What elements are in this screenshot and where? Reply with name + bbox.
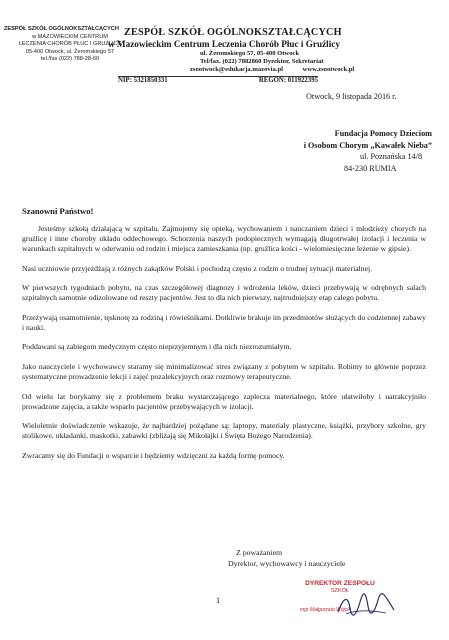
paragraph: Przeżywają osamotnienie, tęsknotę za rodziną i rówieśnikami. Dotkliwie brakuje im przedmiotów służących do codziennej zabawy i nauki. xyxy=(22,312,426,332)
closing-greeting: Z poważaniem xyxy=(236,548,283,557)
letterhead xyxy=(104,27,394,74)
letterhead-subtitle: w Mazowieckim Centrum Leczenia Chorób Płuc i Gruźlicy xyxy=(108,39,340,49)
addressee-city: 84-230 RUMIA xyxy=(344,163,397,173)
letterhead-ids xyxy=(118,77,318,84)
page-number: 1 xyxy=(216,596,221,605)
addressee-line-2: i Osobom Chorym „Kawałek Nieba” xyxy=(303,140,432,150)
paragraph: Od wielu lat borykamy się z problemem braku wystarczającego zaplecza materialnego, które ułatwiłoby i uatrakcyjniło prowadzone zajęcia, a także wsparło pacjentów przebywających w izolacji. xyxy=(22,391,426,411)
signature-icon xyxy=(336,592,396,618)
letterhead-nip: NIP: 5321850331 xyxy=(118,77,168,84)
letterhead-email: zsootwock@edukacja.mazovia.pl xyxy=(190,66,283,73)
stamp-line-4: 05-400 Otwock, ul. Żeromskiego 57 xyxy=(25,48,115,55)
paragraph: Jesteśmy szkołą działającą w szpitalu. Zajmujemy się opieką, wychowaniem i nauczaniem dzieci i młodzieży chorych na gruźlicę i inne choroby układu oddechowego. Schorzenia naszych podopiecznych wymagają długotrwałej izolacji i leczenia w warunkach szpitalnych w oderwaniu od rodzin i miejsca zamieszkania (np. gruźlica kości - wielomiesięczne leżenie w gipsie). xyxy=(22,224,426,253)
director-stamp-title: DYREKTOR ZESPOŁU xyxy=(305,580,375,587)
letter-body xyxy=(22,224,426,470)
paragraph: W pierwszych tygodniach pobytu, na czas szczegółowej diagnozy i wdrożenia leków, dzieci przebywają w odrębnych salach szpitalnych samotnie odizolowane od reszty pacjentów. Jest to dla nich pierwszy, najtrudniejszy etap całego pobytu. xyxy=(22,283,426,303)
letter-date: Otwock, 9 listopada 2016 r. xyxy=(306,92,397,101)
addressee-line-1: Fundacja Pomocy Dzieciom xyxy=(334,129,432,138)
paragraph: Zwracamy się do Fundacji o wsparcie i będziemy wdzięczni za każdą formę pomocy. xyxy=(22,450,285,460)
paragraph: Jako nauczyciele i wychowawcy staramy się minimalizować stres związany z pobytem w szpitalu. Robimy to głównie poprzez systematyczne prowadzenie lekcji i zajęć pozalekcyjnych oraz rozmowy terapeutyczne. xyxy=(22,361,426,381)
letterhead-phone: Tel/fax. (022) 7882860 Dyrektor, Sekretariat xyxy=(200,58,324,65)
stamp-line-5: tel./fax (022) 788-28-60 xyxy=(40,56,100,63)
stamp-line-1: ZESPÓŁ SZKÓŁ OGÓLNOKSZTAŁCĄCYCH xyxy=(4,26,119,32)
letterhead-website: www.zsootwock.pl xyxy=(302,66,355,73)
addressee-street: ul. Poznańska 14/8 xyxy=(360,152,423,161)
letterhead-contact xyxy=(104,66,394,74)
letterhead-regon: REGON: 011922395 xyxy=(258,77,318,84)
director-stamp-school: SZKÓŁ xyxy=(330,587,350,594)
stamp-line-2: w MAZOWIECKIM CENTRUM xyxy=(32,33,108,40)
letterhead-address: ul. Żeromskiego 57, 05-400 Otwock xyxy=(200,50,300,57)
stamp-line-3: LECZENIA CHORÓB PŁUC I GRUŹLICY xyxy=(18,41,122,48)
closing-signatories: Dyrektor, wychowawcy i nauczyciele xyxy=(228,558,346,568)
closing-block xyxy=(228,548,345,569)
salutation: Szanowni Państwo! xyxy=(22,206,94,216)
letterhead-title: ZESPÓŁ SZKÓŁ OGÓLNOKSZTAŁCĄCYCH xyxy=(124,27,342,38)
paragraph: Poddawani są zabiegom medycznym często nieprzyjemnym i dla nich niezrozumiałym. xyxy=(22,342,292,352)
addressee-block xyxy=(252,128,432,174)
director-stamp-name: mgr Małgorzata Wójcik xyxy=(300,606,351,613)
paragraph: Wieloletnie doświadczenie wskazuje, że najbardziej pożądane są: laptopy, materiały plastyczne, książki, przybory szkolne, gry stolikowe, układanki, maskotki, zabawki (zbliżają się Mikołajki i Święta Bożego Narodzenia). xyxy=(22,421,426,441)
paragraph: Nasi uczniowie przyjeżdżają z różnych zakątków Polski i pochodzą często z rodzin o trudnej sytuacji materialnej. xyxy=(22,263,373,273)
